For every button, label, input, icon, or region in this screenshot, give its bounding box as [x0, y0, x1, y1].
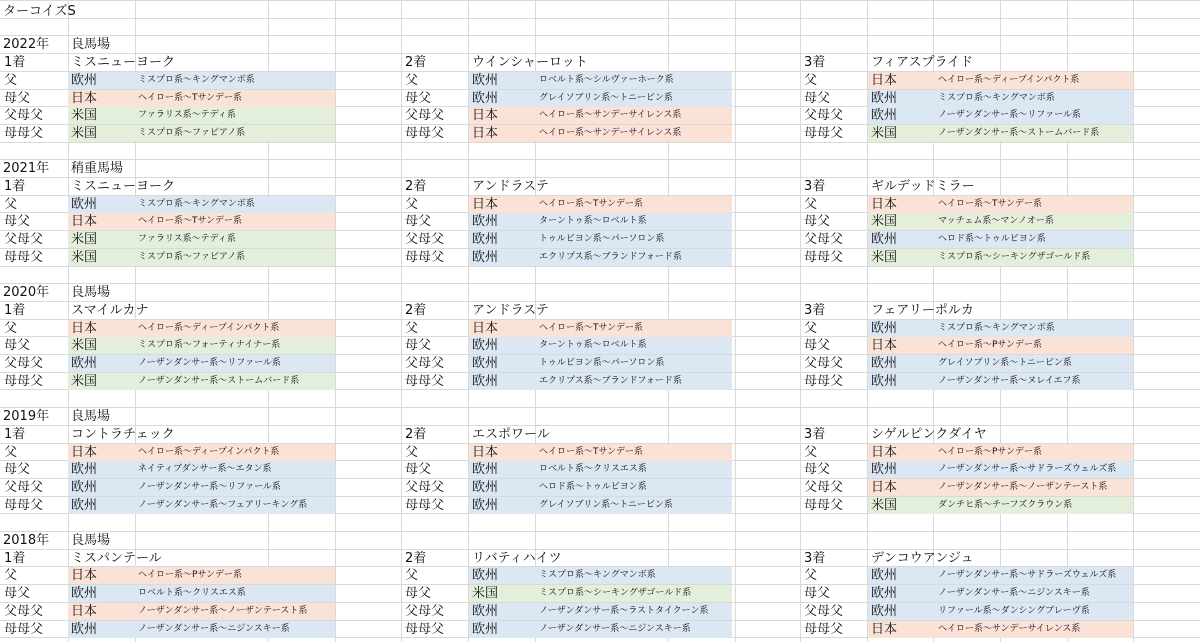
sire-lineage: ミスプロ系〜キングマンボ系: [138, 198, 255, 209]
horse-name: シゲルピンクダイヤ: [871, 426, 987, 442]
sire-lineage: ヘイロー系〜サンデーサイレンス系: [539, 127, 682, 138]
sire-lineage: グレイソブリン系〜トニービン系: [539, 92, 673, 103]
sire-region: 欧州: [871, 462, 898, 478]
horse-name: ミスパンテール: [71, 550, 162, 566]
sire-lineage: エクリプス系〜ブランドフォード系: [539, 251, 682, 262]
sire-lineage: ノーザンダンサー系〜ストームバード系: [138, 375, 300, 386]
sire-region: 日本: [871, 72, 898, 88]
pedigree-relation: 母父: [804, 90, 831, 106]
track-condition: 良馬場: [71, 409, 111, 425]
pedigree-relation: 父母父: [804, 232, 844, 248]
sire-lineage: ロベルト系〜クリスエス系: [539, 464, 647, 475]
sire-region: 欧州: [871, 586, 898, 602]
sire-region: 米国: [71, 108, 98, 124]
sire-region: 日本: [871, 338, 898, 354]
sire-lineage: ノーザンダンサー系〜サドラーズウェルズ系: [938, 464, 1117, 475]
horse-name: ウインシャーロット: [472, 55, 588, 71]
horse-name: ギルデッドミラー: [871, 179, 975, 194]
sire-lineage: ヘイロー系〜ディープインパクト系: [138, 322, 280, 333]
pedigree-relation: 母父: [405, 214, 432, 230]
pedigree-relation: 母父: [405, 90, 432, 106]
pedigree-relation: 母母父: [804, 125, 844, 141]
pedigree-relation: 父: [804, 72, 818, 88]
sire-lineage: ヘロド系〜トゥルビヨン系: [539, 481, 647, 492]
sire-lineage: ロベルト系〜シルヴァーホーク系: [539, 74, 674, 85]
pedigree-relation: 父母父: [4, 479, 44, 495]
sire-region: 欧州: [871, 232, 898, 248]
sire-lineage: トゥルビヨン系〜パーソロン系: [539, 234, 665, 245]
horse-name: アンドラステ: [472, 302, 549, 318]
pedigree-relation: 父母父: [4, 603, 44, 619]
sire-lineage: グレイソブリン系〜トニービン系: [938, 358, 1072, 368]
pedigree-relation: 父母父: [804, 603, 844, 619]
sire-lineage: マッチェム系〜マンノオー系: [938, 216, 1054, 227]
pedigree-relation: 母母父: [804, 373, 844, 389]
sire-region: 欧州: [71, 196, 98, 212]
sire-lineage: ノーザンダンサー系〜ラストタイクーン系: [539, 605, 709, 616]
sire-region: 欧州: [71, 497, 98, 513]
sire-lineage: ノーザンダンサー系〜ヌレイエフ系: [938, 375, 1081, 386]
finish-place: 1着: [4, 55, 26, 71]
sire-region: 日本: [71, 603, 98, 619]
sire-region: 欧州: [472, 356, 499, 371]
pedigree-relation: 父: [804, 444, 818, 460]
sire-lineage: ノーザンダンサー系〜ニジンスキー系: [539, 623, 691, 634]
pedigree-relation: 父母父: [405, 232, 445, 248]
sire-region: 日本: [472, 444, 499, 460]
finish-place: 2着: [405, 179, 427, 194]
horse-name: フェアリーポルカ: [871, 302, 974, 318]
sire-lineage: ヘイロー系〜ディープインパクト系: [138, 446, 280, 457]
pedigree-relation: 母父: [4, 586, 31, 602]
sire-region: 欧州: [472, 462, 499, 478]
pedigree-relation: 母母父: [405, 249, 445, 265]
pedigree-relation: 父: [405, 196, 419, 212]
pedigree-relation: 父母父: [4, 356, 44, 371]
finish-place: 1着: [4, 550, 26, 566]
finish-place: 3着: [804, 550, 826, 566]
sire-region: 欧州: [71, 462, 98, 478]
horse-name: ミスニューヨーク: [71, 179, 176, 194]
pedigree-relation: 母父: [405, 338, 432, 354]
sire-lineage: ノーザンダンサー系〜ストームバード系: [938, 127, 1100, 138]
sire-lineage: ノーザンダンサー系〜ノーザンテースト系: [938, 481, 1108, 492]
pedigree-relation: 父母父: [4, 108, 44, 124]
pedigree-relation: 父: [4, 568, 18, 584]
sire-region: 欧州: [71, 479, 98, 495]
sire-region: 日本: [871, 479, 898, 495]
pedigree-relation: 父母父: [804, 108, 844, 124]
pedigree-relation: 母父: [804, 462, 831, 478]
sire-region: 欧州: [472, 568, 499, 584]
sire-lineage: ノーザンダンサー系〜ノーザンテースト系: [138, 605, 308, 616]
pedigree-relation: 父母父: [4, 232, 44, 248]
sire-region: 欧州: [871, 356, 898, 371]
sire-lineage: ミスプロ系〜シーキングザゴールド系: [539, 588, 692, 599]
track-condition: 良馬場: [71, 533, 111, 548]
sire-region: 日本: [71, 90, 98, 106]
sire-region: 欧州: [871, 90, 898, 106]
sire-lineage: リファール系〜ダンシングブレーヴ系: [938, 605, 1090, 616]
pedigree-relation: 母母父: [405, 125, 445, 141]
sire-region: 欧州: [871, 108, 898, 124]
pedigree-relation: 母母父: [4, 125, 44, 141]
pedigree-relation: 母母父: [4, 249, 44, 265]
pedigree-relation: 父: [804, 568, 818, 584]
finish-place: 1着: [4, 302, 26, 318]
pedigree-relation: 母母父: [405, 497, 445, 513]
finish-place: 3着: [804, 179, 826, 194]
pedigree-relation: 母父: [804, 214, 831, 230]
pedigree-relation: 父母父: [405, 108, 445, 124]
pedigree-relation: 父: [804, 320, 818, 336]
sire-region: 日本: [871, 196, 898, 212]
sire-region: 米国: [71, 338, 98, 354]
sire-lineage: エクリプス系〜ブランドフォード系: [539, 375, 682, 386]
sire-region: 米国: [71, 125, 98, 141]
pedigree-relation: 母父: [4, 214, 31, 230]
pedigree-relation: 父: [405, 72, 419, 88]
sire-lineage: ノーザンダンサー系〜ニジンスキー系: [138, 623, 290, 634]
sire-region: 日本: [71, 320, 98, 336]
sire-lineage: ミスプロ系〜ファピアノ系: [138, 127, 246, 138]
sire-lineage: ヘイロー系〜ディープインパクト系: [938, 74, 1080, 85]
horse-name: ミスニューヨーク: [71, 55, 176, 71]
pedigree-relation: 母父: [4, 462, 31, 478]
sire-region: 欧州: [871, 320, 898, 336]
pedigree-relation: 父母父: [405, 356, 445, 371]
sire-region: 日本: [472, 108, 499, 124]
finish-place: 2着: [405, 550, 427, 566]
sire-lineage: ヘイロー系〜Pサンデー系: [938, 340, 1042, 351]
pedigree-relation: 父: [405, 568, 419, 584]
sire-region: 欧州: [472, 249, 499, 265]
year-label: 2022年: [3, 37, 50, 53]
sire-region: 欧州: [71, 621, 98, 637]
sire-region: 欧州: [472, 90, 499, 106]
pedigree-relation: 父: [4, 72, 18, 88]
sire-lineage: ノーザンダンサー系〜リファール系: [138, 481, 281, 492]
pedigree-relation: 父: [804, 196, 818, 212]
sire-region: 欧州: [472, 214, 499, 230]
sire-lineage: ネイティブダンサー系〜エタン系: [138, 464, 272, 475]
sire-lineage: グレイソブリン系〜トニービン系: [539, 499, 673, 510]
sire-lineage: ノーザンダンサー系〜リファール系: [138, 358, 281, 368]
sire-region: 欧州: [472, 338, 499, 354]
finish-place: 3着: [804, 426, 826, 442]
sire-region: 欧州: [472, 232, 499, 248]
sire-lineage: ヘイロー系〜Tサンデー系: [138, 216, 243, 227]
pedigree-relation: 母母父: [4, 497, 44, 513]
sire-region: 米国: [871, 214, 898, 230]
pedigree-relation: 母母父: [804, 621, 844, 637]
sire-lineage: ノーザンダンサー系〜フェアリーキング系: [138, 499, 308, 510]
sire-lineage: ヘイロー系〜Tサンデー系: [539, 198, 644, 209]
pedigree-relation: 父: [4, 196, 18, 212]
horse-name: アンドラステ: [472, 179, 549, 194]
sire-region: 日本: [871, 444, 898, 460]
sire-lineage: ファラリス系〜テディ系: [138, 234, 236, 245]
sire-region: 欧州: [871, 373, 898, 389]
sire-region: 米国: [871, 249, 898, 265]
sire-lineage: ミスプロ系〜フォーティナイナー系: [138, 340, 281, 351]
finish-place: 3着: [804, 55, 826, 71]
finish-place: 2着: [405, 55, 427, 71]
year-label: 2019年: [3, 409, 50, 425]
sire-lineage: ターントゥ系〜ロベルト系: [539, 216, 647, 227]
pedigree-relation: 母父: [405, 462, 432, 478]
pedigree-relation: 母母父: [804, 249, 844, 265]
pedigree-relation: 父: [4, 320, 18, 336]
pedigree-relation: 父: [405, 320, 419, 336]
sire-region: 日本: [71, 214, 98, 230]
sire-lineage: ロベルト系〜クリスエス系: [138, 588, 246, 599]
finish-place: 2着: [405, 302, 427, 318]
sire-region: 欧州: [871, 603, 898, 619]
horse-name: コントラチェック: [71, 426, 175, 442]
pedigree-relation: 父: [405, 444, 419, 460]
sire-lineage: ミスプロ系〜キングマンボ系: [138, 74, 255, 85]
finish-place: 1着: [4, 426, 26, 442]
pedigree-relation: 母母父: [4, 621, 44, 637]
sire-lineage: ヘロド系〜トゥルビヨン系: [938, 234, 1046, 245]
sire-lineage: ヘイロー系〜Tサンデー系: [539, 446, 644, 457]
year-label: 2020年: [3, 285, 50, 301]
sire-region: 欧州: [71, 586, 98, 602]
pedigree-relation: 母母父: [405, 373, 445, 389]
sire-region: 欧州: [871, 568, 898, 584]
track-condition: 良馬場: [71, 285, 111, 301]
sire-region: 米国: [71, 373, 98, 389]
horse-name: スマイルカナ: [71, 302, 149, 318]
sire-region: 欧州: [472, 479, 499, 495]
horse-name: デンコウアンジュ: [871, 550, 974, 566]
pedigree-relation: 母母父: [4, 373, 44, 389]
sire-lineage: ヘイロー系〜Pサンデー系: [938, 446, 1042, 457]
sire-region: 日本: [472, 196, 499, 212]
sire-lineage: ヘイロー系〜サンデーサイレンス系: [539, 110, 682, 121]
sire-region: 日本: [71, 568, 98, 584]
finish-place: 1着: [4, 179, 26, 194]
finish-place: 3着: [804, 302, 826, 318]
sire-lineage: ヘイロー系〜Tサンデー系: [938, 198, 1043, 209]
pedigree-relation: 父母父: [804, 356, 844, 371]
pedigree-relation: 父母父: [804, 479, 844, 495]
sire-lineage: ヘイロー系〜Pサンデー系: [138, 570, 242, 581]
pedigree-relation: 母母父: [405, 621, 445, 637]
pedigree-relation: 母父: [4, 90, 31, 106]
sire-region: 米国: [472, 586, 499, 602]
sire-region: 日本: [472, 320, 499, 336]
pedigree-relation: 母母父: [804, 497, 844, 513]
pedigree-relation: 父: [4, 444, 18, 460]
sire-region: 日本: [871, 621, 898, 637]
sire-region: 米国: [71, 249, 98, 265]
track-condition: 良馬場: [71, 37, 111, 53]
sire-region: 米国: [71, 232, 98, 248]
sire-lineage: ターントゥ系〜ロベルト系: [539, 340, 647, 351]
sire-region: 欧州: [472, 497, 499, 513]
sire-region: 米国: [871, 497, 898, 513]
sire-lineage: ミスプロ系〜シーキングザゴールド系: [938, 251, 1091, 262]
finish-place: 2着: [405, 426, 427, 442]
sire-region: 欧州: [71, 356, 98, 371]
sire-lineage: ファラリス系〜テディ系: [138, 110, 236, 121]
sire-lineage: ノーザンダンサー系〜サドラーズウェルズ系: [938, 570, 1117, 581]
sire-lineage: ミスプロ系〜ファピアノ系: [138, 251, 246, 262]
pedigree-relation: 母父: [4, 338, 31, 354]
sire-lineage: ノーザンダンサー系〜ニジンスキー系: [938, 588, 1090, 599]
sire-region: 欧州: [472, 603, 499, 619]
sire-lineage: ヘイロー系〜サンデーサイレンス系: [938, 623, 1081, 634]
horse-name: エスポワール: [472, 426, 550, 442]
sire-lineage: ミスプロ系〜キングマンボ系: [938, 322, 1055, 333]
sire-lineage: トゥルビヨン系〜パーソロン系: [539, 358, 665, 368]
sheet-title: ターコイズS: [3, 4, 76, 19]
sire-lineage: ヘイロー系〜Tサンデー系: [539, 322, 644, 333]
sire-region: 欧州: [472, 72, 499, 88]
sire-region: 欧州: [472, 373, 499, 389]
track-condition: 稍重馬場: [71, 161, 124, 177]
year-label: 2018年: [3, 533, 50, 548]
sire-region: 欧州: [71, 72, 98, 88]
year-label: 2021年: [3, 161, 50, 177]
sire-region: 米国: [871, 125, 898, 141]
pedigree-relation: 母父: [804, 338, 831, 354]
sire-lineage: ヘイロー系〜Tサンデー系: [138, 92, 243, 103]
pedigree-relation: 父母父: [405, 479, 445, 495]
horse-name: リバティハイツ: [472, 550, 562, 566]
horse-name: フィアスプライド: [871, 55, 974, 71]
sire-lineage: ミスプロ系〜キングマンボ系: [539, 570, 656, 581]
sire-lineage: ノーザンダンサー系〜リファール系: [938, 110, 1081, 121]
sire-region: 日本: [71, 444, 98, 460]
sire-region: 欧州: [472, 621, 499, 637]
sire-lineage: ミスプロ系〜キングマンボ系: [938, 92, 1055, 103]
pedigree-relation: 母父: [804, 586, 831, 602]
pedigree-relation: 父母父: [405, 603, 445, 619]
pedigree-relation: 母父: [405, 586, 432, 602]
sire-lineage: ダンチヒ系〜チーフズクラウン系: [938, 499, 1073, 510]
sire-region: 日本: [472, 125, 499, 141]
